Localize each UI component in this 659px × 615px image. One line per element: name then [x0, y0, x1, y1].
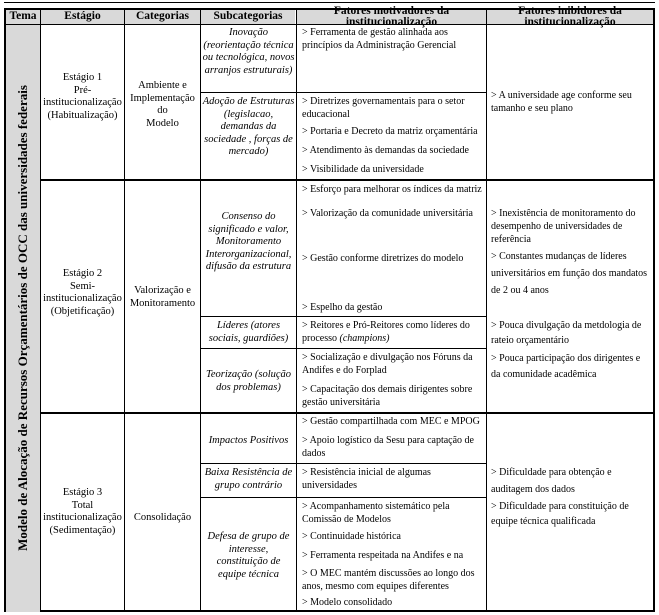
- stage-2-sub-1-label: Consenso do significado e valor, Monitoramento Interorganizacional, difusão da estrutura: [205, 211, 292, 272]
- inibidor-line: > Dificuldade para constituição de: [491, 501, 629, 512]
- fator-line: > Continuidade histórica: [302, 531, 401, 542]
- stage-2-sub-2-label: Líderes (atores sociais, guardiões): [208, 320, 289, 344]
- fator-line: > Socialização e divulgação nos Fóruns da: [302, 352, 473, 363]
- top-rule: [4, 0, 655, 3]
- inibidor-line: > A universidade age conforme seu: [491, 90, 632, 101]
- header-categorias: Categorias: [125, 10, 200, 24]
- header-subcategorias: Subcategorias: [201, 10, 295, 24]
- stage-2-sub-3-label: Teorização (solução dos problemas): [205, 369, 292, 393]
- fator-line: > Gestão compartilhada com MEC e MPOG: [302, 416, 480, 427]
- col-rule-5: [486, 10, 487, 610]
- fator-line: > Visibilidade da universidade: [302, 164, 424, 175]
- rule-sub-2a: [201, 316, 487, 317]
- fator-line: > Valorização da comunidade universitária: [302, 208, 473, 219]
- header-motivadores: Fatores motivadores da institucionalização: [297, 10, 486, 24]
- stage-1-estagio: Estágio 1 Pré- institucionalização (Habitualização): [43, 72, 122, 121]
- rule-header: [6, 24, 653, 25]
- fator-line: > Diretrizes governamentais para o setor: [302, 96, 465, 107]
- inibidor-line: universitários em função dos mandatos: [491, 268, 648, 279]
- stage-3-sub-1-label: Impactos Positivos: [208, 435, 289, 446]
- header-estagio: Estágio: [41, 10, 124, 24]
- stage-3-sub-3-label: Defesa de grupo de interesse, constituição de equipe técnica: [207, 531, 290, 580]
- inibidor-line: referência: [491, 234, 531, 245]
- rule-sub-3b: [201, 497, 487, 498]
- fator-line: > Acompanhamento sistemático pela: [302, 501, 450, 512]
- inibidor-line: desempenho de universidades de: [491, 221, 623, 232]
- inibidor-line: > Inexistência de monitoramento do: [491, 208, 636, 219]
- col-rule-4: [296, 10, 297, 610]
- rule-sub-2b: [201, 348, 487, 349]
- stage-2-estagio: Estágio 2 Semi- institucionalização (Objetificação): [43, 268, 122, 317]
- inibidor-line: auditagem dos dados: [491, 484, 575, 495]
- fator-line: Comissão de Modelos: [302, 514, 391, 525]
- fator-line: > Atendimento às demandas da sociedade: [302, 145, 469, 156]
- fator-line: > Gestão conforme diretrizes do modelo: [302, 253, 464, 264]
- fator-line: princípios da Administração Gerencial: [302, 40, 457, 51]
- inibidor-line: equipe técnica qualificada: [491, 516, 596, 527]
- stage-1-sub-2-label: Adoção de Estruturas (legislacao, demandas da sociedade , forças de mercado): [202, 96, 295, 157]
- rule-sub-3a: [201, 463, 487, 464]
- fator-line: > Espelho da gestão: [302, 302, 383, 313]
- inibidor-line: de 2 ou 4 anos: [491, 285, 549, 296]
- fator-line: educacional: [302, 109, 350, 120]
- fator-line: anos, mesmo com equipes diferentes: [302, 581, 449, 592]
- fator-line: > Reitores e Pró-Reitores como líderes do: [302, 320, 470, 331]
- fator-line: > Portaria e Decreto da matriz orçamentária: [302, 126, 478, 137]
- fator-line: universidades: [302, 480, 357, 491]
- stage-2-categoria: Valorização e Monitoramento: [129, 285, 196, 309]
- fator-line: > Apoio logístico da Sesu para captação de: [302, 435, 474, 446]
- tema-vertical-label: Modelo de Alocação de Recursos Orçamentários de OCC das universidades federais: [15, 85, 30, 551]
- inibidor-line: tamanho e seu plano: [491, 103, 573, 114]
- inibidor-line: > Dificuldade para obtenção e: [491, 467, 612, 478]
- rule-stage-2-3: [41, 412, 653, 414]
- stage-3-estagio: Estágio 3 Total institucionalização (Sedimentação): [43, 487, 122, 536]
- inibidor-line: > Pouca participação dos dirigentes e: [491, 353, 641, 364]
- stage-1-categoria: Ambiente e Implementação do Modelo: [130, 80, 195, 129]
- fator-line: gestão universitária: [302, 397, 381, 408]
- inibidor-line: rateio orçamentário: [491, 335, 570, 346]
- fator-line: > Esforço para melhorar os índices da matriz: [302, 184, 482, 195]
- inibidor-line: > Constantes mudanças de líderes: [491, 251, 627, 262]
- fator-line: Andifes e do Forplad: [302, 365, 387, 376]
- fator-line: > Capacitação dos demais dirigentes sobre: [302, 384, 473, 395]
- stage-3-categoria: Consolidação: [133, 512, 192, 523]
- institutionalization-table: [4, 4, 655, 612]
- fator-line: > Ferramenta respeitada na Andifes e na: [302, 550, 464, 561]
- fator-line: > O MEC mantém discussões ao longo dos: [302, 568, 475, 579]
- fator-line: > Ferramenta de gestão alinhada aos: [302, 27, 448, 38]
- rule-stage-1-2: [41, 179, 653, 181]
- header-tema: Tema: [6, 10, 40, 24]
- rule-sub-1a: [201, 92, 487, 93]
- fator-line: > Modelo consolidado: [302, 597, 393, 608]
- stage-1-sub-1-label: Inovação (reorientação técnica ou tecnológica, novos arranjos estruturais): [202, 27, 295, 76]
- fator-line: > Resistência inicial de algumas: [302, 467, 431, 478]
- inibidor-line: da comunidade acadêmica: [491, 369, 597, 380]
- inibidor-line: > Pouca divulgação da metdologia de: [491, 320, 642, 331]
- header-inibidores: Fatores inibidores da institucionalização: [487, 10, 653, 24]
- fator-line: dados: [302, 448, 326, 459]
- fator-line: processo (champions): [302, 333, 390, 344]
- stage-3-sub-2-label: Baixa Resistência de grupo contrário: [204, 467, 293, 491]
